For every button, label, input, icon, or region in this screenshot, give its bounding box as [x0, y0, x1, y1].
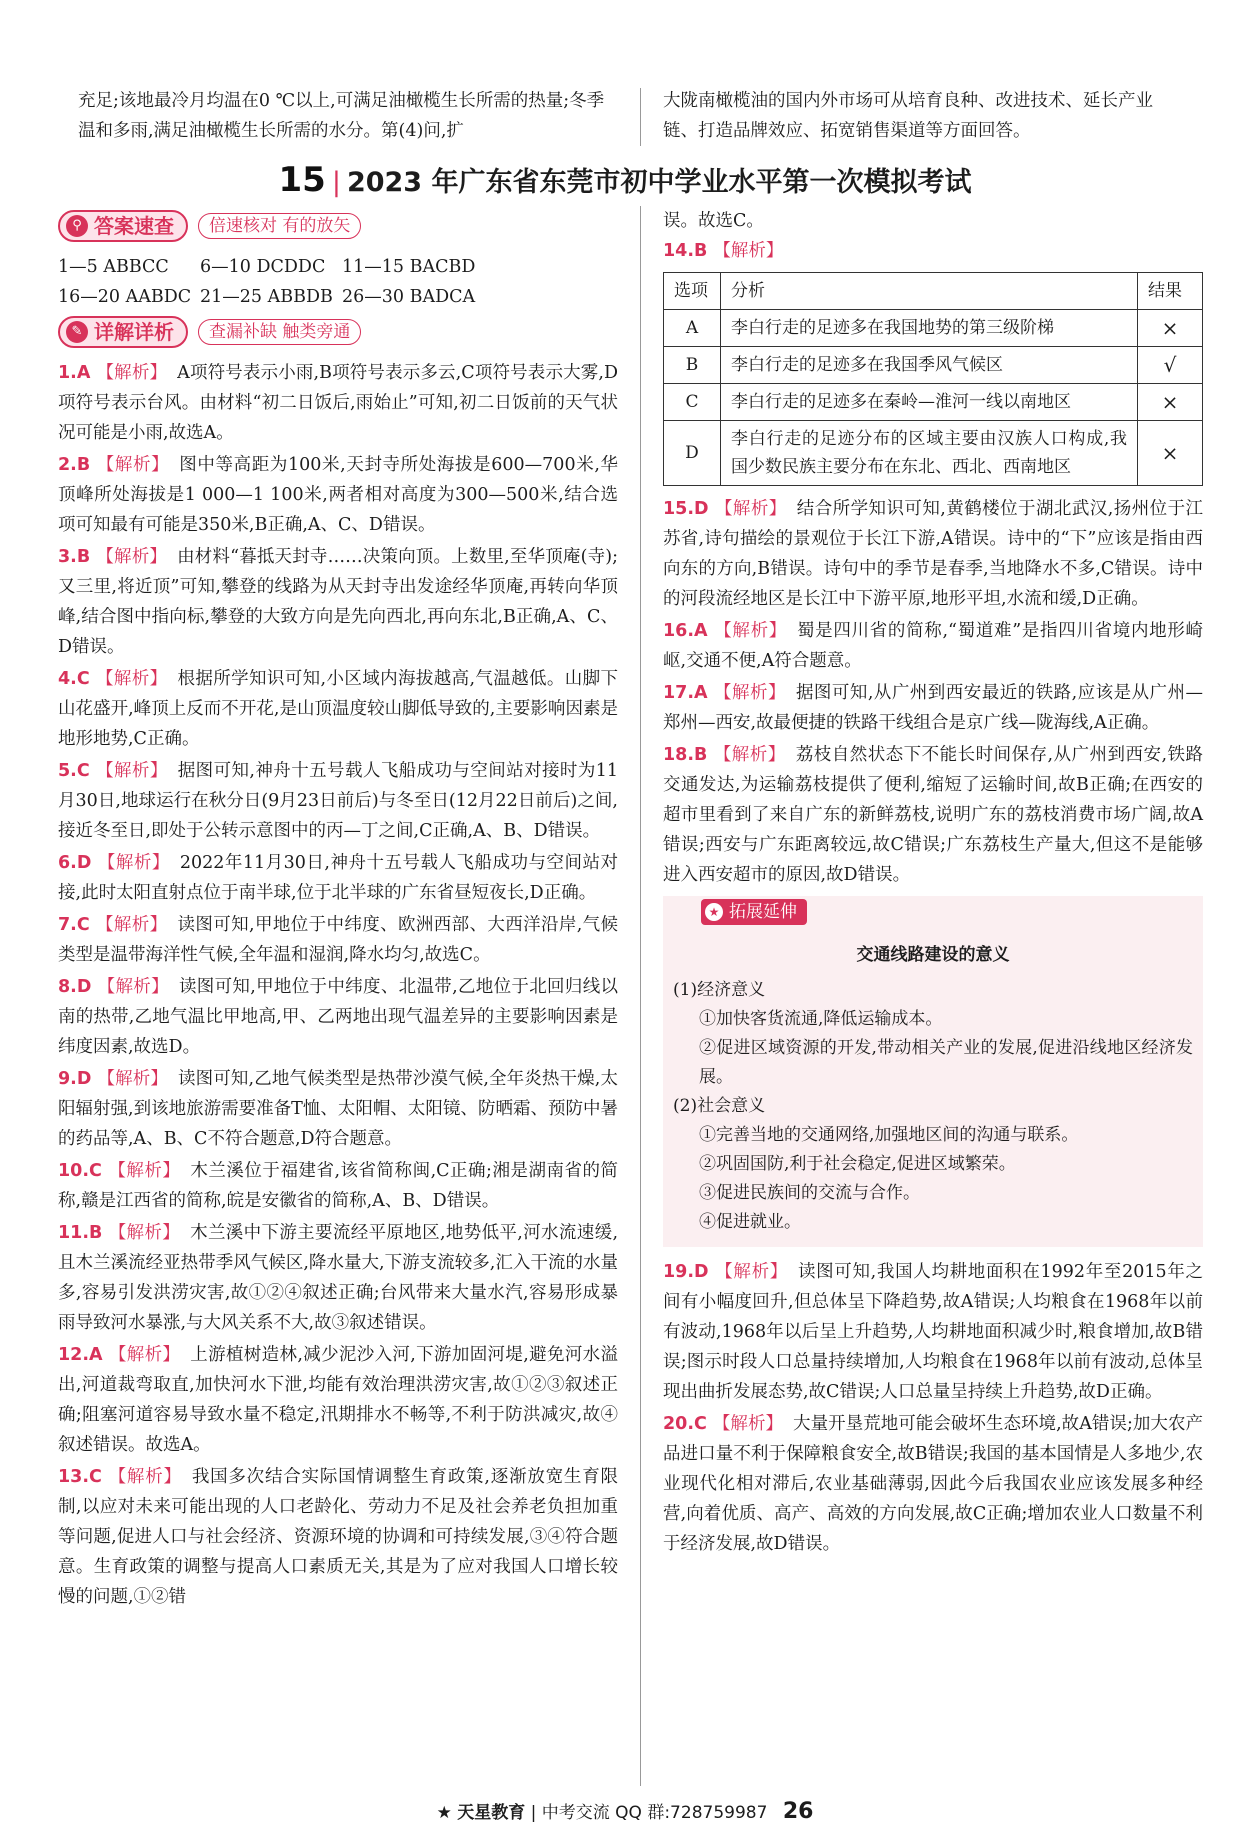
question-item: [58, 756, 618, 846]
analysis-tag: 【解析】: [95, 669, 168, 689]
question-item: [663, 1257, 1203, 1407]
page-number: 26: [782, 1799, 814, 1824]
table-header-option: 选项: [664, 273, 721, 310]
question-explanation: 由材料“暮抵天封寺……决策向顶。上数里,至华顶庵(寺);又三里,将近顶”可知,攀登的线路为从天封寺出发途经华顶庵,再转向华顶峰,结合图中指向标,攀登的大致方向是先向西北,再向东北,B正确,A、C、D错误。: [58, 547, 619, 657]
analysis-tag: 【解析】: [97, 977, 169, 997]
question-number: 8.D: [58, 977, 92, 997]
answer-item: 16—20 AABDC: [58, 287, 192, 307]
table-cell-option: A: [664, 310, 721, 347]
table-cell-analysis: 李白行走的足迹多在我国地势的第三级阶梯: [721, 310, 1138, 347]
table-header-result: 结果: [1138, 273, 1203, 310]
extension-line: ③促进民族间的交流与合作。: [699, 1183, 920, 1203]
answer-item: 26—30 BADCA: [342, 287, 476, 307]
question-item: [58, 972, 618, 1062]
analysis-tag: 【解析】: [713, 683, 786, 703]
question-number: 6.D: [58, 853, 92, 873]
analysis-tag: 【解析】: [95, 761, 168, 781]
extension-lines: [673, 976, 1193, 1237]
question-item: [58, 542, 618, 662]
question-item: [58, 1340, 618, 1460]
question-item: [58, 664, 618, 754]
question-number: 16.A: [663, 621, 708, 641]
question-item: [663, 1409, 1203, 1559]
table-header-analysis: 分析: [721, 273, 1138, 310]
page-title: [0, 160, 1250, 200]
extension-line: (1)经济意义: [673, 980, 766, 1000]
extension-line: (2)社会意义: [673, 1096, 766, 1116]
answer-banner: [58, 210, 618, 242]
footer-qq: 中考交流 QQ 群:728759987: [541, 1803, 768, 1823]
question-number: 18.B: [663, 745, 708, 765]
left-question-list: [58, 358, 618, 1612]
analysis-tag: 【解析】: [97, 853, 170, 873]
question-number: 14.B: [663, 241, 708, 261]
detail-banner-sub: 查漏补缺 触类旁通: [198, 319, 361, 345]
question-explanation: 蜀是四川省的简称,“蜀道难”是指四川省境内地形崎岖,交通不便,A符合题意。: [663, 621, 1203, 671]
detail-banner-pill: [58, 316, 188, 348]
question-number: 2.B: [58, 455, 91, 475]
right-question-list-2: [663, 1257, 1203, 1559]
question-number: 10.C: [58, 1161, 102, 1181]
title-number: 15: [278, 160, 326, 200]
table-cell-analysis: 李白行走的足迹多在秦岭—淮河一线以南地区: [721, 384, 1138, 421]
left-column: [58, 206, 618, 1614]
question-item: [58, 1218, 618, 1338]
question-explanation: A项符号表示小雨,B项符号表示多云,C项符号表示大雾,D项符号表示台风。由材料“初二日饭后,雨始止”可知,初二日饭前的天气状况可能是小雨,故选A。: [58, 363, 618, 443]
question-item: [58, 1462, 618, 1612]
extension-tag: [701, 899, 807, 925]
question-number: 20.C: [663, 1414, 707, 1434]
question-explanation: 荔枝自然状态下不能长时间保存,从广州到西安,铁路交通发达,为运输荔枝提供了便利,缩短了运输时间,故B正确;在西安的超市里看到了来自广东的新鲜荔枝,说明广东的荔枝消费市场广阔,故A错误;西安与广东距离较远,故C错误;广东荔枝生产量大,但这不是能够进入西安超市的原因,故D错误。: [663, 745, 1204, 885]
table-row: [664, 421, 1203, 486]
answer-grid: [58, 252, 618, 312]
question-number: 19.D: [663, 1262, 709, 1282]
question-explanation: 图中等高距为100米,天封寺所处海拔是600—700米,华顶峰所处海拔是1 000—1 100米,两者相对高度为300—500米,结合选项可知最有可能是350米,B正确,A、C、D错误。: [58, 455, 618, 535]
question-number: 3.B: [58, 547, 91, 567]
top-right-text: 大陇南橄榄油的国内外市场可从培育良种、改进技术、延长产业链、打造品牌效应、拓宽销售渠道等方面回答。: [663, 91, 1153, 141]
extension-line: ②巩固国防,利于社会稳定,促进区域繁荣。: [699, 1154, 1016, 1174]
question-explanation: 读图可知,甲地位于中纬度、欧洲西部、大西洋沿岸,气候类型是温带海洋性气候,全年温和湿润,降水均匀,故选C。: [58, 915, 619, 965]
question-item: [663, 494, 1203, 614]
question-item: [58, 910, 618, 970]
question-number: 17.A: [663, 683, 708, 703]
table-cell-analysis: 李白行走的足迹分布的区域主要由汉族人口构成,我国少数民族主要分布在东北、西北、西南地区: [721, 421, 1138, 486]
table-cell-analysis: 李白行走的足迹多在我国季风气候区: [721, 347, 1138, 384]
question-explanation: 结合所学知识可知,黄鹤楼位于湖北武汉,扬州位于江苏省,诗句描绘的景观位于长江下游,A错误。诗中的“下”应该是指由西向东的方向,B错误。诗句中的季节是春季,当地降水不多,C错误。诗中的河段流经地区是长江中下游平原,地形平坦,水流和缓,D正确。: [663, 499, 1204, 609]
q13-continuation: 误。故选C。: [663, 211, 764, 231]
star-icon: ★: [705, 903, 723, 921]
table-row: [664, 310, 1203, 347]
answer-item: 6—10 DCDDC: [200, 257, 326, 277]
question-item: [663, 740, 1203, 890]
question-item: [58, 358, 618, 448]
analysis-tag: 【解析】: [712, 1414, 784, 1434]
table-row: [664, 347, 1203, 384]
answer-item: 21—25 ABBDB: [200, 287, 333, 307]
table-cell-result: ×: [1138, 421, 1203, 486]
question-explanation: 读图可知,甲地位于中纬度、北温带,乙地位于北回归线以南的热带,乙地气温比甲地高,甲、乙两地出现气温差异的主要影响因素是纬度因素,故选D。: [58, 977, 619, 1057]
analysis-tag: 【解析】: [108, 1345, 181, 1365]
notebook-icon: ✎: [66, 321, 88, 343]
question-number: 4.C: [58, 669, 90, 689]
analysis-tag: 【解析】: [97, 1069, 168, 1089]
right-question-list: [663, 494, 1203, 890]
question-number: 7.C: [58, 915, 90, 935]
extension-line: ④促进就业。: [699, 1212, 801, 1232]
extension-tag-label: 拓展延伸: [729, 902, 797, 922]
page-footer: ★ 天星教育 | 中考交流 QQ 群:728759987 26: [436, 1799, 814, 1824]
question-number: 5.C: [58, 761, 90, 781]
answer-banner-pill: [58, 210, 188, 242]
extension-line: ①加快客货流通,降低运输成本。: [699, 1009, 943, 1029]
question-explanation: 2022年11月30日,神舟十五号载人飞船成功与空间站对接,此时太阳直射点位于南半球,位于北半球的广东省昼短夜长,D正确。: [58, 853, 618, 903]
question-explanation: 上游植树造林,减少泥沙入河,下游加固河堤,避免河水溢出,河道裁弯取直,加快河水下泄,均能有效治理洪涝灾害,故①②③叙述正确;阻塞河道容易导致水量不稳定,汛期排水不畅等,不利于防洪减灾,故④叙述错误。故选A。: [58, 1345, 619, 1455]
question-item: [58, 1064, 618, 1154]
extension-line: ②促进区域资源的开发,带动相关产业的发展,促进沿线地区经济发展。: [699, 1038, 1193, 1087]
answer-item: 1—5 ABBCC: [58, 257, 169, 277]
analysis-tag: 【解析】: [713, 745, 786, 765]
detail-banner-label: 详解详析: [94, 320, 174, 344]
analysis-tag: 【解析】: [96, 363, 168, 383]
question-explanation: 读图可知,我国人均耕地面积在1992年至2015年之间有小幅度回升,但总体呈下降趋势,故A错误;人均粮食在1968年以前有波动,1968年以后呈上升趋势,人均耕地面积减少时,粮食增加,故B错误;图示时段人口总量持续增加,人均粮食在1968年以前有波动,总体呈现出曲折发展态势,故C错误;人口总量呈持续上升趋势,故D正确。: [663, 1262, 1203, 1402]
question-explanation: 大量开垦荒地可能会破坏生态环境,故A错误;加大农产品进口量不利于保障粮食安全,故B错误;我国的基本国情是人多地少,农业现代化相对滞后,农业基础薄弱,因此今后我国农业应该发展多种经营,向着优质、高产、高效的方向发展,故C正确;增加农业人口数量不利于经济发展,故D错误。: [663, 1414, 1203, 1554]
table-cell-option: C: [664, 384, 721, 421]
magnifier-icon: ⚲: [66, 215, 88, 237]
question-number: 1.A: [58, 363, 91, 383]
analysis-tag: 【解析】: [714, 1262, 788, 1282]
table-row: [664, 384, 1203, 421]
top-left-text: 充足;该地最冷月均温在0 ℃以上,可满足油橄榄生长所需的热量;冬季温和多雨,满足油橄榄生长所需的水分。第(4)问,扩: [78, 91, 605, 141]
extension-line: ①完善当地的交通网络,加强地区间的沟通与联系。: [699, 1125, 1079, 1145]
title-text: 2023 年广东省东莞市初中学业水平第一次模拟考试: [346, 167, 972, 198]
question-explanation: 据图可知,从广州到西安最近的铁路,应该是从广州—郑州—西安,故最便捷的铁路干线组合是京广线—陇海线,A正确。: [663, 683, 1204, 733]
analysis-tag: 【解析】: [107, 1161, 181, 1181]
analysis-tag: 【解析】: [107, 1467, 182, 1487]
analysis-tag: 【解析】: [96, 547, 168, 567]
question-explanation: 木兰溪位于福建省,该省简称闽,C正确;湘是湖南省的简称,赣是江西省的简称,皖是安徽省的简称,A、B、D错误。: [58, 1161, 618, 1211]
column-divider: [640, 206, 641, 1786]
analysis-tag: 【解析】: [714, 499, 787, 519]
analysis-tag: 【解析】: [713, 621, 787, 641]
answer-item: 11—15 BACBD: [342, 257, 476, 277]
analysis-tag: 【解析】: [95, 915, 168, 935]
analysis-tag: 【解析】: [96, 455, 170, 475]
question-number: 11.B: [58, 1223, 103, 1243]
question-item: [58, 1156, 618, 1216]
table-cell-result: √: [1138, 347, 1203, 384]
question-number: 13.C: [58, 1467, 102, 1487]
question-explanation: 根据所学知识可知,小区域内海拔越高,气温越低。山脚下山花盛开,峰顶上反而不开花,是山顶温度较山脚低导致的,主要影响因素是地形地势,C正确。: [58, 669, 619, 749]
question-explanation: 木兰溪中下游主要流经平原地区,地势低平,河水流速缓,且木兰溪流经亚热带季风气候区,降水量大,下游支流较多,汇入干流的水量多,容易引发洪涝灾害,故①②④叙述正确;台风带来大量水汽,容易形成暴雨导致河水暴涨,与大风关系不大,故③叙述错误。: [58, 1223, 619, 1333]
question-number: 12.A: [58, 1345, 103, 1365]
table-cell-option: B: [664, 347, 721, 384]
question-14: [663, 236, 1203, 266]
detail-banner: [58, 316, 618, 348]
answer-banner-label: 答案速查: [94, 214, 174, 238]
analysis-tag: 【解析】: [713, 241, 784, 261]
right-column: [663, 206, 1203, 1561]
question-item: [663, 616, 1203, 676]
question-item: [58, 848, 618, 908]
question-explanation: 读图可知,乙地气候类型是热带沙漠气候,全年炎热干燥,太阳辐射强,到该地旅游需要准备T恤、太阳帽、太阳镜、防晒霜、预防中暑的药品等,A、B、C不符合题意,D符合题意。: [58, 1069, 619, 1149]
analysis-tag: 【解析】: [108, 1223, 181, 1243]
question-item: [58, 450, 618, 540]
analysis-table: [663, 272, 1203, 486]
table-cell-option: D: [664, 421, 721, 486]
extension-title: 交通线路建设的意义: [856, 945, 1010, 965]
question-explanation: 我国多次结合实际国情调整生育政策,逐渐放宽生育限制,以应对未来可能出现的人口老龄化、劳动力不足及社会养老负担加重等问题,促进人口与社会经济、资源环境的协调和可持续发展,③④符合题意。生育政策的调整与提高人口素质无关,其是为了应对我国人口增长较慢的问题,①②错: [58, 1467, 619, 1607]
table-cell-result: ×: [1138, 310, 1203, 347]
question-number: 15.D: [663, 499, 709, 519]
extension-box: [663, 896, 1203, 1247]
question-item: [663, 678, 1203, 738]
answer-banner-sub: 倍速核对 有的放矢: [198, 213, 361, 239]
question-number: 9.D: [58, 1069, 92, 1089]
top-divider: [640, 88, 641, 146]
question-explanation: 据图可知,神舟十五号载人飞船成功与空间站对接时为11月30日,地球运行在秋分日(9月23日前后)与冬至日(12月22日前后)之间,接近冬至日,即处于公转示意图中的丙—丁之间,C正确,A、B、D错误。: [58, 761, 618, 841]
footer-brand: 天星教育: [457, 1803, 526, 1823]
table-cell-result: ×: [1138, 384, 1203, 421]
title-separator: |: [331, 167, 341, 198]
logo-icon: ★: [436, 1803, 452, 1823]
